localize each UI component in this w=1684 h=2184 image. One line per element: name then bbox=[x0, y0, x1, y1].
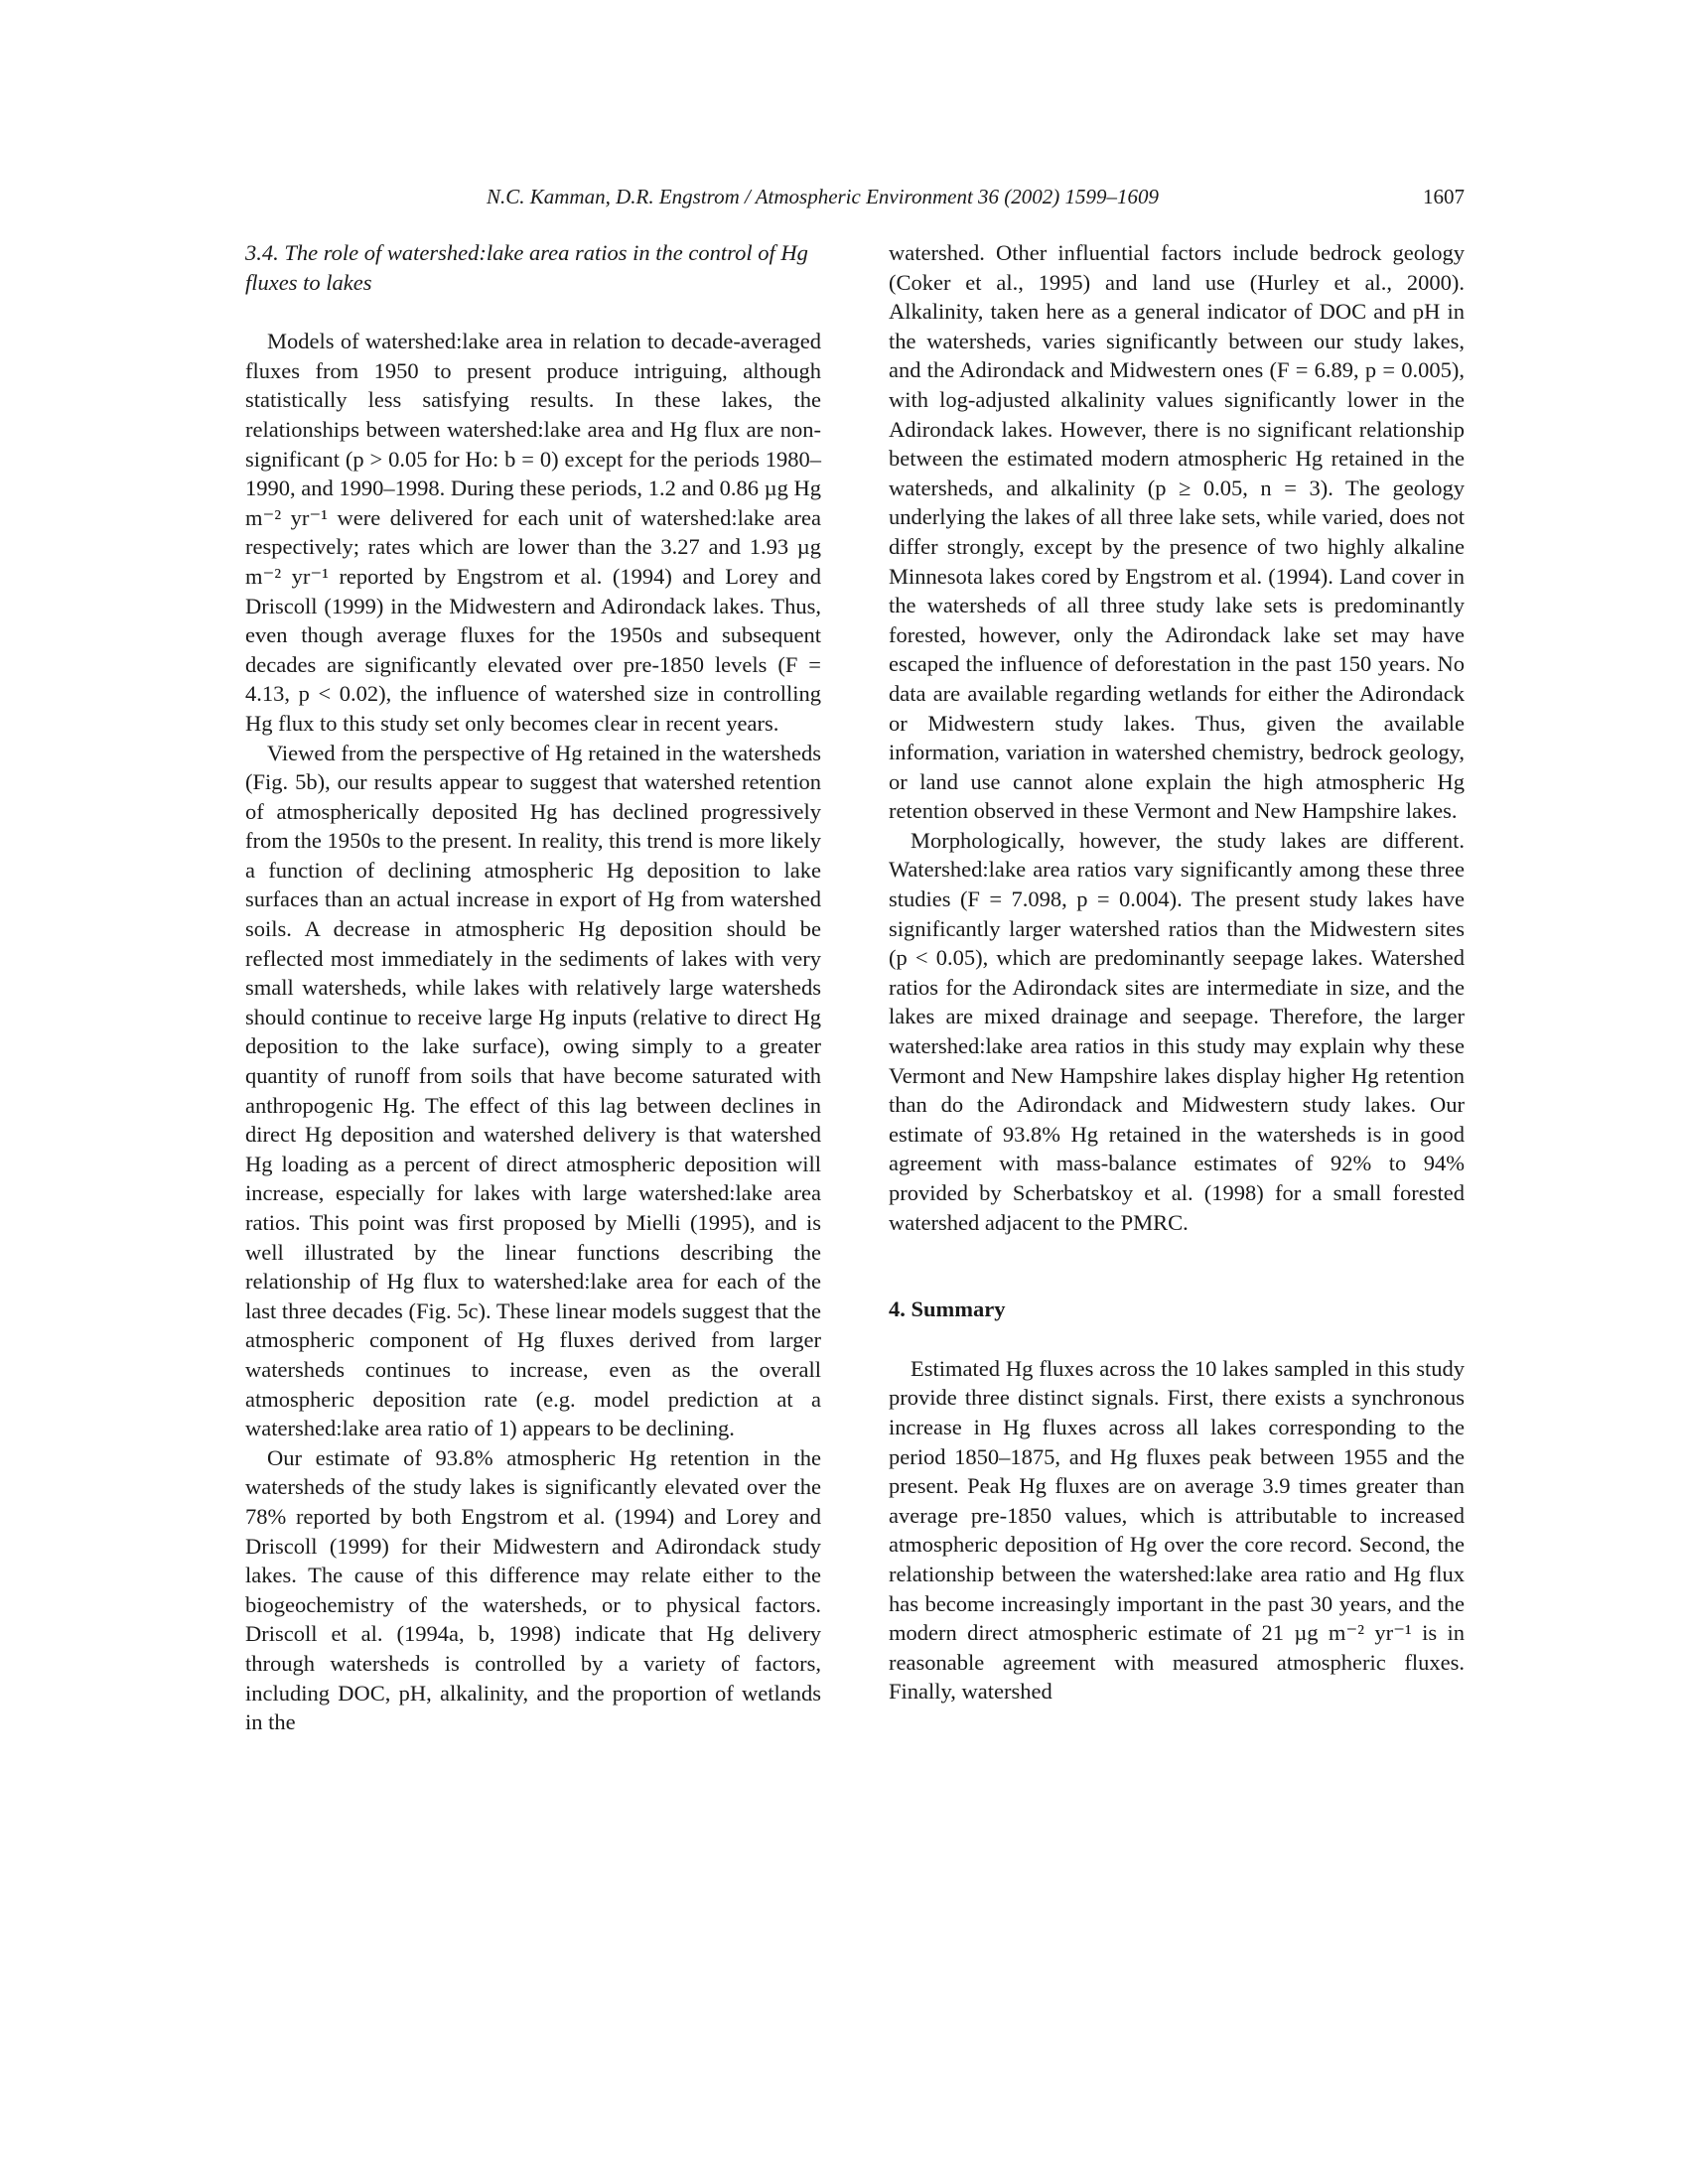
journal-citation: N.C. Kamman, D.R. Engstrom / Atmospheric Environment 36 (2002) 1599–1609 bbox=[487, 185, 1160, 208]
paragraph-continued: watershed. Other influential factors include bedrock geology (Coker et al., 1995) and land use (Hurley et al., 2000). Alkalinity, taken here as a general indicator of DOC and pH in the watersheds, varies significantly between our study lakes, and the Adirondack and Midwestern ones (F = 6.89, p = 0.005), with log-adjusted alkalinity values significantly lower in the Adirondack lakes. However, there is no significant relationship between the estimated modern atmospheric Hg retained in the watersheds, and alkalinity (p ≥ 0.05, n = 3). The geology underlying the lakes of all three lake sets, while varied, does not differ strongly, except by the presence of two highly alkaline Minnesota lakes cored by Engstrom et al. (1994). Land cover in the watersheds of all three study lake sets is predominantly forested, however, only the Adirondack lake set may have escaped the influence of deforestation in the past 150 years. No data are available regarding wetlands for either the Adirondack or Midwestern study lakes. Thus, given the available information, variation in watershed chemistry, bedrock geology, or land use cannot alone explain the high atmospheric Hg retention observed in these Vermont and New Hampshire lakes. bbox=[889, 240, 1465, 824]
paragraph: Our estimate of 93.8% atmospheric Hg retention in the watersheds of the study lakes is significantly elevated over the 78% reported by both Engstrom et al. (1994) and Lorey and Driscoll (1999) for their Midwestern and Adirondack study lakes. The cause of this difference may relate either to the biogeochemistry of the watersheds, or to physical factors. Driscoll et al. (1994a, b, 1998) indicate that Hg delivery through watersheds is controlled by a variety of factors, including DOC, pH, alkalinity, and the proportion of wetlands in the bbox=[245, 1444, 821, 1735]
paragraph: Estimated Hg fluxes across the 10 lakes sampled in this study provide three distinct signals. First, there exists a synchronous increase in Hg fluxes across all lakes corresponding to the period 1850–1875, and Hg fluxes peak between 1955 and the present. Peak Hg fluxes are on average 3.9 times greater than average pre-1850 values, which is attributable to increased atmospheric deposition of Hg over the core record. Second, the relationship between the watershed:lake area ratio and Hg flux has become increasingly important in the past 30 years, and the modern direct atmospheric estimate of 21 µg m⁻² yr⁻¹ is in reasonable agreement with measured atmospheric fluxes. Finally, watershed bbox=[889, 1355, 1465, 1705]
paragraph: Models of watershed:lake area in relation to decade-averaged fluxes from 1950 to present produce intriguing, although statistically less satisfying results. In these lakes, the relationships between watershed:lake area and Hg flux are non-significant (p > 0.05 for Ho: b = 0) except for the periods 1980–1990, and 1990–1998. During these periods, 1.2 and 0.86 µg Hg m⁻² yr⁻¹ were delivered for each unit of watershed:lake area respectively; rates which are lower than the 3.27 and 1.93 µg m⁻² yr⁻¹ reported by Engstrom et al. (1994) and Lorey and Driscoll (1999) in the Midwestern and Adirondack lakes. Thus, even though average fluxes for the 1950s and subsequent decades are significantly elevated over pre-1850 levels (F = 4.13, p < 0.02), the influence of watershed size in controlling Hg flux to this study set only becomes clear in recent years. bbox=[245, 329, 821, 736]
running-head bbox=[248, 185, 1465, 218]
paragraph: Viewed from the perspective of Hg retained in the watersheds (Fig. 5b), our results appear to suggest that watershed retention of atmospherically deposited Hg has declined progressively from the 1950s to the present. In reality, this trend is more likely a function of declining atmospheric Hg deposition to lake surfaces than an actual increase in export of Hg from watershed soils. A decrease in atmospheric Hg deposition should be reflected most immediately in the sediments of lakes with very small watersheds, while lakes with relatively large watersheds should continue to receive large Hg inputs (relative to direct Hg deposition to the lake surface), owing simply to a greater quantity of runoff from soils that have become saturated with anthropogenic Hg. The effect of this lag between declines in direct Hg deposition and watershed delivery is that watershed Hg loading as a percent of direct atmospheric deposition will increase, especially for lakes with large watershed:lake area ratios. This point was first proposed by Mielli (1995), and is well illustrated by the linear functions describing the relationship of Hg flux to watershed:lake area for each of the last three decades (Fig. 5c). These linear models suggest that the atmospheric component of Hg fluxes derived from larger watersheds continues to increase, even as the overall atmospheric deposition rate (e.g. model prediction at a watershed:lake area ratio of 1) appears to be declining. bbox=[245, 740, 821, 1441]
right-column bbox=[889, 238, 1465, 1706]
section-heading-3-4: 3.4. The role of watershed:lake area ratios in the control of Hg fluxes to lakes bbox=[245, 240, 808, 295]
paragraph: Morphologically, however, the study lakes are different. Watershed:lake area ratios vary significantly among these three studies (F = 7.098, p = 0.004). The present study lakes have significantly larger watershed ratios than the Midwestern sites (p < 0.05), which are predominantly seepage lakes. Watershed ratios for the Adirondack sites are intermediate in size, and the lakes are mixed drainage and seepage. Therefore, the larger watershed:lake area ratios in this study may explain why these Vermont and New Hampshire lakes display higher Hg retention than do the Adirondack and Midwestern study lakes. Our estimate of 93.8% Hg retained in the watersheds is in good agreement with mass-balance estimates of 92% to 94% provided by Scherbatskoy et al. (1998) for a small forested watershed adjacent to the PMRC. bbox=[889, 827, 1465, 1235]
page-number: 1607 bbox=[1423, 185, 1465, 208]
section-heading-summary: 4. Summary bbox=[889, 1297, 1006, 1322]
left-column bbox=[245, 238, 821, 1737]
